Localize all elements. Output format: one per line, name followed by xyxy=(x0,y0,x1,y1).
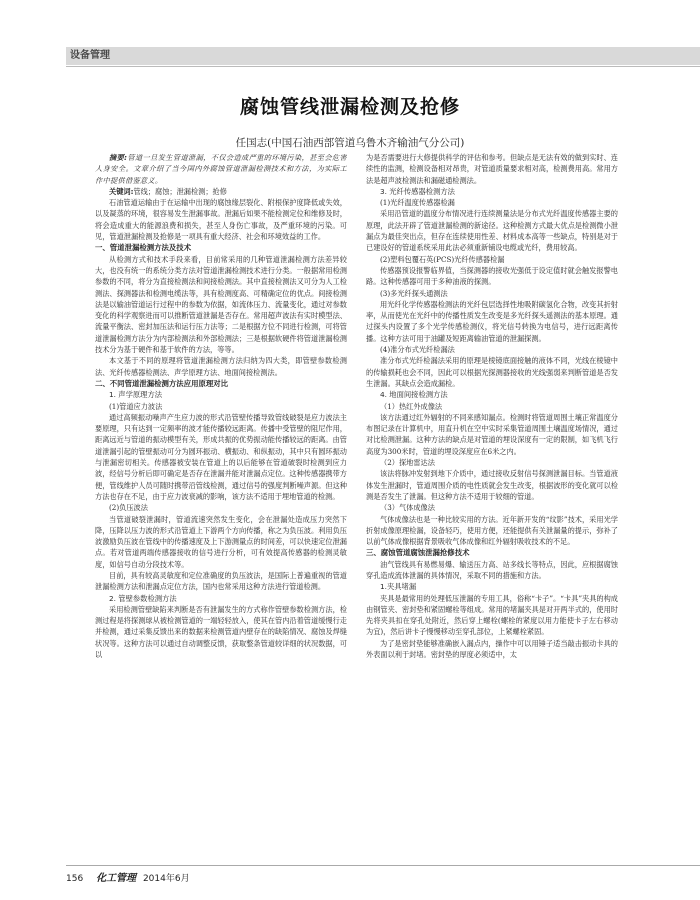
subsection-heading: 1. 声学原理方法 xyxy=(109,390,163,400)
section-heading: 一、管道泄漏检测方法及技术 xyxy=(95,243,192,253)
paragraph: 本文基于不同的原理将管道泄漏检测方法归纳为四大类，即管壁参数检测法、光纤传感器检测法、声学原理方法、地面间接检测法。 xyxy=(95,356,347,377)
sub-subsection-heading: （3）气体成像法 xyxy=(380,503,435,513)
section-label: 设备管理 xyxy=(70,50,110,61)
sub-subsection-heading: (2)塑料包覆石英(PCS)光纤传感器检漏 xyxy=(380,254,505,264)
header-divider xyxy=(66,66,700,67)
footer-divider xyxy=(66,865,700,866)
paragraph: 该法将脉冲发射到地下介质中，通过接收反射信号探测泄漏目标。当管道液体发生泄漏时，管道周围介质的电性质就会发生改变，根据波形的变化就可以检测是否发生了泄漏。但这种方法不适用于较细的管道。 xyxy=(366,469,618,501)
paragraph: 目前，具有较高灵敏度和定位准确度的负压波法，是国际上普遍重视的管道泄漏检测方法和泄漏点定位方法，国内也常采用这种方法进行管道检测。 xyxy=(95,570,347,592)
paragraph: 传感器预设报警临界值，当探测器的接收光强低于设定值时就会触发报警电路。这种传感器可用于多种油液的探测。 xyxy=(366,265,618,287)
article-author: 任国志(中国石油西部管道乌鲁木齐输油气分公司) xyxy=(235,137,465,149)
paragraph: 夹具是最常用的处理低压泄漏的专用工具，俗称“卡子”。“卡具”夹具的构成由钢管夹、密封垫和紧固螺栓等组成。常用的堵漏夹具是对开两半式的，使用时先将夹具扣在穿孔处附近，然后穿上螺栓(螺栓的紧度以用力能使卡子左右移动为宜)，然后讲卡子慢慢移动至穿孔部位，上紧螺栓紧固。 xyxy=(366,593,618,637)
sub-subsection-heading: （1）热红外成像法 xyxy=(380,401,443,411)
abstract-label: 摘要: xyxy=(109,153,128,162)
page-number: 156 xyxy=(66,874,84,884)
paragraph: 为了是密封垫能够准确嵌入漏点内，操作中可以用锤子适当敲击振动卡具的外表面以利于封堵。密封垫的厚度必须适中，太 xyxy=(366,638,618,660)
kw-label: 关键词: xyxy=(109,186,134,196)
abstract-text: 管道一旦发生管道泄漏，不仅会造成严重的环境污染，甚至会危害人身安全。文章介绍了当今国内外腐蚀管道泄漏检测技术和方法，为实际工作中提供借鉴意义。 xyxy=(95,153,347,185)
paragraph: 该方法通过红外辐射的不同来感知漏点。检测时将管道周围土壤正常温度分布图记录在计算机中，用直升机在空中实时采集管道周围土壤温度场情况，通过对比检测泄漏。这种方法的缺点是对管道的埋设深度有一定的限制，如飞机飞行高度为300米时，管道的埋设深度应在6米之内。 xyxy=(366,412,618,456)
page-footer xyxy=(66,869,190,884)
subsection-heading: 2. 管壁参数检测方法 xyxy=(109,593,177,603)
article-title: 腐蚀管线泄漏检测及抢修 xyxy=(239,96,460,118)
magazine-name: 化工管理 xyxy=(96,873,137,884)
section-header-band xyxy=(66,47,700,65)
paragraph: 石油管道运输由于在运输中出现的腐蚀缘层裂化、附根保护度降低或失效，以及凝蒸的环境，很容易发生泄漏事故。泄漏后如果不能检测定位和维修及时，将会造成重大的能源浪费和损失，甚至人身伤亡事故，及严重环境的污染。可见，管道泄漏检测及抢修是一项具有重大经济、社会和环境效益的工作。 xyxy=(95,198,347,242)
sub-subsection-heading: (4)准分布式光纤检漏法 xyxy=(380,345,455,355)
section-heading: 三、腐蚀管道腐蚀泄漏抢修技术 xyxy=(366,548,470,558)
paragraph: 从检测方式和技术手段来看，目前常采用的几种管道泄漏检测方法差异较大，也没有统一的系统分类方法对管道泄漏检测技术进行分类。一般据常用检测参数的不同，将分为直接检测法和间接检测法。其中直接检测法又可分为人工检测法、探测器法和检测电缆法等，具有检测度高、可精确定位的优点。间接检测法是以输油管道运行过程中的参数为依据，如流体压力、流量变化，通过对参数变化的科学观察进而可以推断管道泄漏是否存在。常用超声波法有实时模型法、流量平衡法、密封加压法和运行压力法等；二是根据方位不同进行检测，可将管道泄漏检测方法分为内部检测法和外部检测法；三是根据软硬件将管道泄漏检测技术分为基于硬件和基于软件的方法，等等。 xyxy=(95,254,347,355)
subsection-heading: 4. 地面间接检测方法 xyxy=(380,390,448,400)
paragraph: 采用检测管壁缺陷来判断是否有泄漏发生的方式称作管壁参数检测方法，检测过程是将探测球从被检测管道的一端轻轻放入，使其在管内沿着管道缓慢行走并检测，通过采集反馈出来的数据来检测管道内壁存在的缺陷情况、腐蚀及焊缝状况等。这种方法可以通过自动调整反馈，获取整条管道较详细的状况数据，可以 xyxy=(95,604,347,660)
kw-text: 管线；腐蚀；泄漏检测；抢修 xyxy=(133,186,227,196)
keywords xyxy=(95,186,347,197)
sub-subsection-heading: （2）探地雷达法 xyxy=(380,458,435,468)
abstract xyxy=(95,152,347,186)
paragraph: 气体成像法也是一种比较实用的方法。近年新开发的“纹影”技术，采用光学折射成像原理检漏，设备轻巧，使用方便，还能提供有关泄漏量的提示，弥补了以前气体成像根据背景吸收气体成像和红外辐射吸收技术的不足。 xyxy=(366,514,618,547)
paragraph: 通过高频振动噪声产生应力波的形式沿管壁传播导致管线破裂是应力波法主要原理，只有达到一定频率的波才能传播较远距离。传播中受管壁的阻尼作用，距离远近与管道的振动模型有关，形成共振的优势振动能传播较远的距离。由管道泄漏引起的管壁振动可分为圆环振动、横振动、和纵振动，其中只有圆环振动与泄漏密切相关。传感器被安装在管道上的以后能够在管道破裂时检测到应力波，经信号分析后即可确定是否存在泄漏并能对泄漏点定位。这种传感器携带方便，管线维护人员可随时携带沿管线检测，通过信号的强度判断噪声源。但这种方法也存在不足，由于应力波衰减的影响，该方法不适用于埋地管道的检测。 xyxy=(95,412,347,501)
paragraph: 采用沿管道的温度分布情况进行连续测量法是分布式光纤温度传感器主要的原理，此法开辟了管道泄漏检测的新途径。这种检测方式最大优点是检测微小泄漏点为最佳突出点，但存在连续使用性差、材料成本高等一些缺点，特别是对于已建设好的管道系统采用此法必须重新铺设电缆或光纤，费用较高。 xyxy=(366,209,618,253)
paragraph: 准分布式光纤检漏法采用的原理是棱镜底面接触的液体不同，光线在棱镜中的传输损耗也会不同，因此可以根据光探测器接收的光线强弱来判断管道是否发生泄漏。其缺点会造成漏检。 xyxy=(366,356,618,388)
sub-subsection-heading: (2)负压波法 xyxy=(109,503,148,513)
right-column xyxy=(366,152,618,864)
paragraph: 为是否需要进行大修提供科学的评估和参考。但缺点是无法有效的做到实时、连续性的监测，检测设备相对昂贵，对管道质量要求相对高，检测费用高。常用方法是超声波检测法和漏磁通检测法。 xyxy=(366,153,618,185)
paragraph: 油气管线具有易燃易爆、输送压力高、站多线长等特点，因此，应根据腐蚀穿孔造成流体泄漏的具体情况，采取不同的措施和方法。 xyxy=(366,559,618,580)
section-heading: 二、不同管道泄漏检测方法应用原理对比 xyxy=(95,378,229,388)
left-column xyxy=(95,152,347,864)
paragraph: 用光纤化学传感器检测法的光纤包层选择性地吸附碳氢化合物，改变其折射率，从而使光在光纤中的传播性质发生改变是多光纤探头遥测法的基本原理。通过探头内设置了多个光学传感检测仪，将光信号转换为电信号，进行远距离传播。这种方法可用于油罐及短距离输油管道的泄漏探测。 xyxy=(366,299,618,343)
issue-date: 2014年6月 xyxy=(142,874,190,884)
subsection-heading: 3. 光纤传感器检测方法 xyxy=(380,186,455,196)
sub-subsection-heading: (3)多光纤探头通测法 xyxy=(380,288,448,298)
sub-subsection-heading: (1)管道应力波法 xyxy=(109,401,163,411)
sub-subsection-heading: (1)光纤温度传感器检漏 xyxy=(380,198,455,208)
subsection-heading: 1.夹具堵漏 xyxy=(380,582,417,592)
paragraph: 当管道破裂泄漏时，管道流速突然发生变化，会在泄漏处造成压力突然下降，压降以压力波的形式沿管道上下游两个方向传播，称之为负压波。利用负压波激励负压波在管线中的传播速度及上下游测量点的时间差，可以快速定位泄漏点。若对管道两端传感器接收的信号进行分析，可有效提高传感器的检测灵敏度，如信号自动分段技术等。 xyxy=(95,514,347,569)
